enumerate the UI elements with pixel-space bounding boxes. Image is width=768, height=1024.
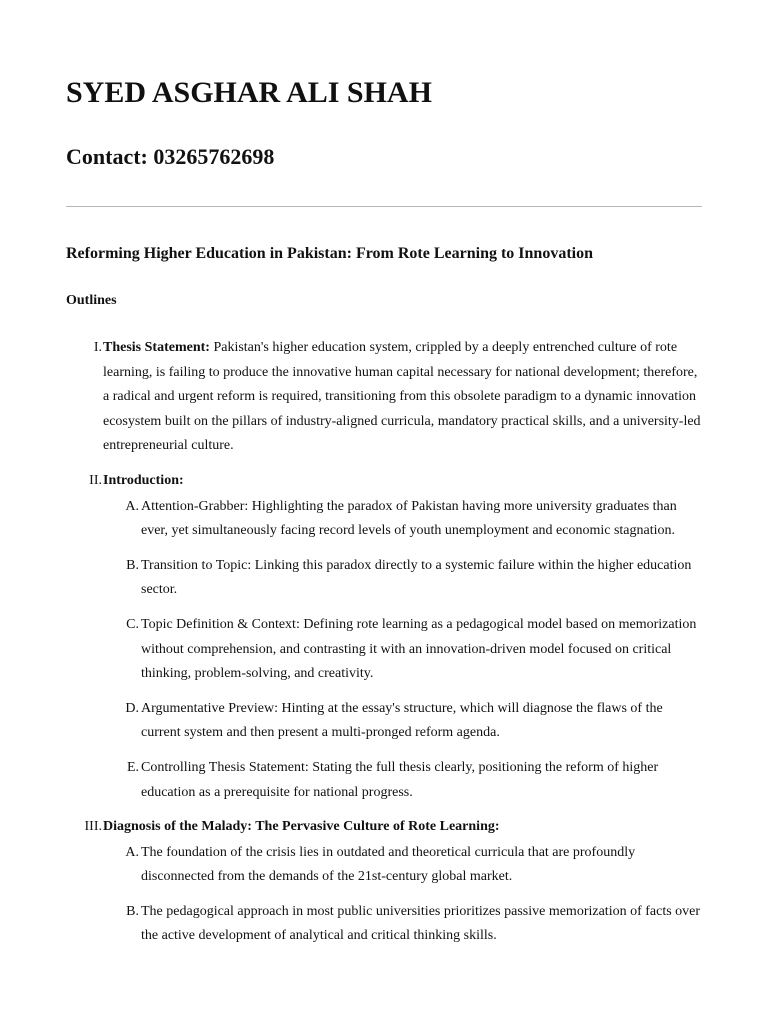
outline-item-introduction <box>66 469 702 805</box>
outline-list <box>66 336 702 959</box>
sub-item-letter: A. <box>125 498 139 514</box>
sub-item-text: Topic Definition & Context: Defining rote learning as a pedagogical model based on memorization without comprehension, and contrasting it with an innovation-driven model focused on critical thinking, problem-solving, and creativity. <box>141 616 697 682</box>
outlines-heading: Outlines <box>66 293 117 308</box>
outline-item-title: Diagnosis of the Malady: The Pervasive Culture of Rote Learning: <box>103 819 500 835</box>
sub-item <box>103 900 702 949</box>
sub-item <box>103 756 702 805</box>
sub-item <box>103 495 702 544</box>
sub-item-text: Attention-Grabber: Highlighting the paradox of Pakistan having more university graduates than ever, yet simultaneously facing record levels of youth unemployment and economic stagnation. <box>141 498 677 539</box>
outline-item-text: Pakistan's higher education system, crippled by a deeply entrenched culture of rote learning, is failing to produce the innovative human capital necessary for national development; therefore, a radical and urgent reform is required, transitioning from this obsolete paradigm to a dynamic innovation ecosystem built on the pillars of industry-aligned curricula, mandatory practical skills, and a university-led entrepreneurial culture. <box>103 340 701 454</box>
outline-item-title: Thesis Statement: <box>103 340 210 355</box>
sub-item-letter: E. <box>126 759 139 775</box>
sub-item-text: Controlling Thesis Statement: Stating the full thesis clearly, positioning the reform of higher education as a prerequisite for national progress. <box>141 759 659 800</box>
outline-item-thesis <box>66 336 702 459</box>
sub-list <box>103 495 702 806</box>
sub-item <box>103 554 702 603</box>
sub-item-letter: B. <box>126 557 139 573</box>
sub-item-text: Transition to Topic: Linking this paradox directly to a systemic failure within the higher education sector. <box>141 557 692 598</box>
outline-numeral: II. <box>89 472 102 488</box>
sub-item-text: The foundation of the crisis lies in outdated and theoretical curricula that are profoundly disconnected from the demands of the 21st-century global market. <box>141 844 636 885</box>
sub-item <box>103 841 702 890</box>
sub-list <box>103 841 702 949</box>
author-name: SYED ASGHAR ALI SHAH <box>66 76 432 109</box>
sub-item-letter: C. <box>126 616 139 632</box>
outline-numeral: III. <box>84 819 102 835</box>
sub-item <box>103 697 702 746</box>
outline-item-title: Introduction: <box>103 472 184 488</box>
divider-rule <box>66 206 702 207</box>
sub-item-letter: D. <box>125 700 139 716</box>
sub-item-letter: A. <box>125 844 139 860</box>
outline-numeral: I. <box>93 340 102 355</box>
essay-title: Reforming Higher Education in Pakistan: From Rote Learning to Innovation <box>66 245 593 262</box>
sub-item-text: Argumentative Preview: Hinting at the essay's structure, which will diagnose the flaws of the current system and then present a multi-pronged reform agenda. <box>141 700 663 741</box>
outline-item-diagnosis <box>66 815 702 949</box>
sub-item-text: The pedagogical approach in most public universities prioritizes passive memorization of facts over the active development of analytical and critical thinking skills. <box>141 903 701 944</box>
contact-line: Contact: 03265762698 <box>66 144 275 169</box>
sub-item-letter: B. <box>126 903 139 919</box>
sub-item <box>103 613 702 687</box>
